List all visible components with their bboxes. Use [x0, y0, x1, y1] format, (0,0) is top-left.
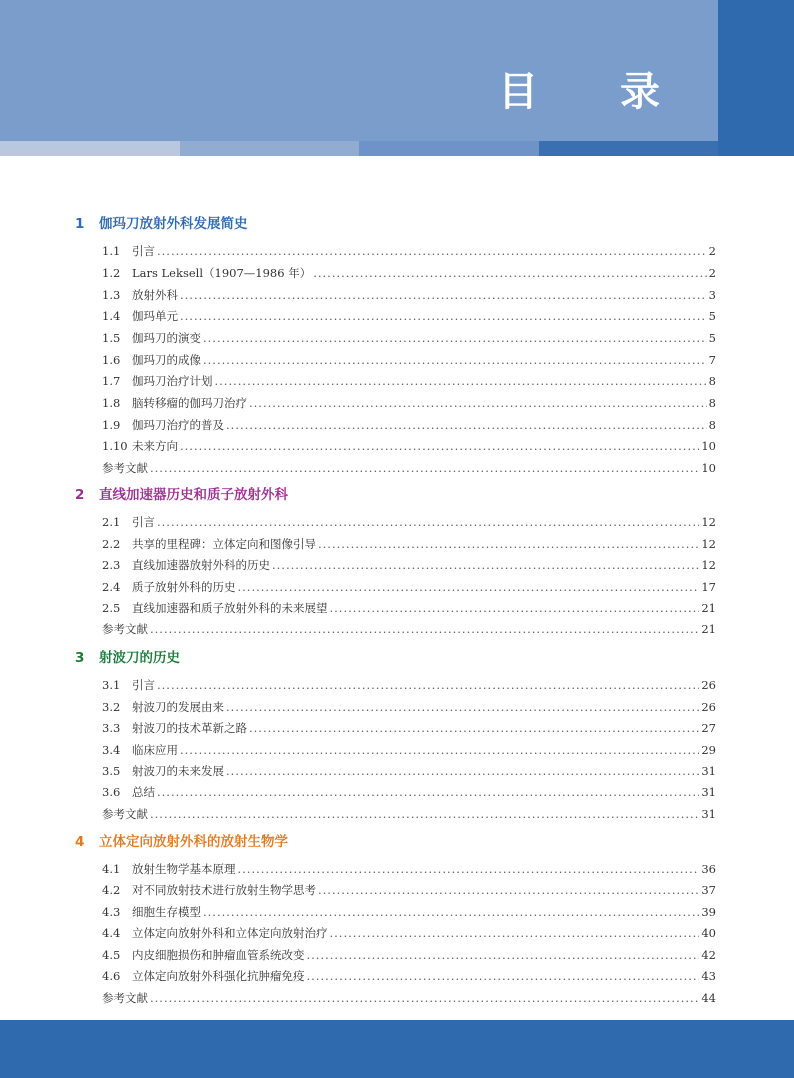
section-number: 1.2 — [102, 266, 121, 280]
section-number: 4.6 — [102, 969, 121, 983]
dot-leader — [272, 556, 699, 574]
section-number: 4.2 — [102, 883, 121, 897]
toc-entry[interactable] — [102, 741, 716, 759]
section-number: 1.9 — [102, 418, 121, 432]
section-number: 1.10 — [102, 439, 128, 453]
section-title: 参考文献 — [102, 807, 148, 821]
section-number: 1.1 — [102, 244, 121, 258]
page-number: 31 — [701, 785, 716, 799]
page-number: 12 — [701, 515, 716, 529]
toc-entry[interactable] — [102, 351, 716, 369]
section-number: 1.7 — [102, 374, 121, 388]
section-title: 内皮细胞损伤和肿瘤血管系统改变 — [132, 948, 305, 962]
dot-leader — [226, 762, 699, 780]
page-number: 8 — [708, 374, 716, 388]
section-number: 4.4 — [102, 926, 121, 940]
page-number: 2 — [708, 266, 716, 280]
dot-leader — [215, 372, 707, 390]
section-number: 3.1 — [102, 678, 121, 692]
section-title: 伽玛刀治疗计划 — [132, 374, 213, 388]
toc-entry-references[interactable] — [102, 620, 716, 638]
section-title: 直线加速器放射外科的历史 — [132, 558, 270, 572]
section-title: 共享的里程碑：立体定向和图像引导 — [132, 537, 316, 551]
chapter-number: 1 — [75, 216, 85, 232]
section-number: 1.8 — [102, 396, 121, 410]
section-title: 总结 — [132, 785, 155, 799]
page-number: 27 — [701, 721, 716, 735]
section-title: 放射生物学基本原理 — [132, 862, 236, 876]
dot-leader — [157, 783, 699, 801]
dot-leader — [330, 599, 700, 617]
section-title: 伽玛刀治疗的普及 — [132, 418, 224, 432]
section-number: 1.6 — [102, 353, 121, 367]
section-number: 3.6 — [102, 785, 121, 799]
section-title: 参考文献 — [102, 622, 148, 636]
section-title: 脑转移瘤的伽玛刀治疗 — [132, 396, 247, 410]
toc-entry[interactable] — [102, 860, 716, 878]
chapter-number: 2 — [75, 487, 85, 503]
section-title: 引言 — [132, 515, 155, 529]
page-number: 36 — [701, 862, 716, 876]
section-title: 射波刀的发展由来 — [132, 700, 224, 714]
section-title: 放射外科 — [132, 288, 178, 302]
toc-entry[interactable] — [102, 599, 716, 617]
dot-leader — [180, 307, 707, 325]
dot-leader — [249, 394, 707, 412]
section-number: 4.3 — [102, 905, 121, 919]
page-number: 42 — [701, 948, 716, 962]
dot-leader — [226, 416, 707, 434]
toc-entry[interactable] — [102, 698, 716, 716]
section-title: 细胞生存模型 — [132, 905, 201, 919]
section-number: 2.5 — [102, 601, 121, 615]
page-number: 10 — [701, 439, 716, 453]
section-title: 参考文献 — [102, 461, 148, 475]
page-number: 44 — [701, 991, 716, 1005]
toc-entry[interactable] — [102, 946, 716, 964]
page-number: 26 — [701, 678, 716, 692]
dot-leader — [150, 459, 699, 477]
page-number: 10 — [701, 461, 716, 475]
page-number: 8 — [708, 396, 716, 410]
toc-entry[interactable] — [102, 578, 716, 596]
section-number: 4.1 — [102, 862, 121, 876]
chapter-number: 3 — [75, 650, 85, 666]
dot-leader — [203, 903, 699, 921]
section-number: 2.3 — [102, 558, 121, 572]
dot-leader — [313, 264, 706, 282]
section-number: 3.3 — [102, 721, 121, 735]
toc-entry[interactable] — [102, 394, 716, 412]
section-number: 2.2 — [102, 537, 121, 551]
chapter-title: 立体定向放射外科的放射生物学 — [99, 834, 288, 850]
section-number: 1.5 — [102, 331, 121, 345]
header-stripe — [180, 141, 359, 156]
page-number: 17 — [701, 580, 716, 594]
dot-leader — [150, 989, 699, 1007]
section-number: 3.2 — [102, 700, 121, 714]
page-number: 21 — [701, 601, 716, 615]
dot-leader — [238, 860, 700, 878]
header-stripe — [0, 141, 180, 156]
page-number: 2 — [708, 244, 716, 258]
chapter-title: 伽玛刀放射外科发展简史 — [99, 216, 248, 232]
dot-leader — [307, 967, 700, 985]
dot-leader — [180, 437, 699, 455]
section-number: 2.1 — [102, 515, 121, 529]
section-number: 1.4 — [102, 309, 121, 323]
dot-leader — [150, 620, 699, 638]
section-title: 引言 — [132, 244, 155, 258]
section-number: 1.3 — [102, 288, 121, 302]
toc-entry[interactable] — [102, 535, 716, 553]
toc-entry[interactable] — [102, 783, 716, 801]
toc-entry[interactable] — [102, 513, 716, 531]
chapter-heading — [75, 214, 248, 234]
page-number: 8 — [708, 418, 716, 432]
header-stripe — [539, 141, 718, 156]
dot-leader — [318, 881, 699, 899]
section-number: 3.5 — [102, 764, 121, 778]
page-number: 39 — [701, 905, 716, 919]
toc-entry-references[interactable] — [102, 805, 716, 823]
chapter-number: 4 — [75, 834, 85, 850]
toc-entry[interactable] — [102, 264, 716, 282]
page-number: 31 — [701, 764, 716, 778]
dot-leader — [157, 676, 699, 694]
dot-leader — [330, 924, 700, 942]
page-number: 5 — [708, 309, 716, 323]
page-number: 5 — [708, 331, 716, 345]
header-accent-block — [718, 0, 794, 156]
footer-band — [0, 1020, 794, 1078]
page-number: 40 — [701, 926, 716, 940]
toc-entry[interactable] — [102, 242, 716, 260]
page-title: 目 录 — [498, 69, 694, 115]
section-title: 伽玛刀的演变 — [132, 331, 201, 345]
header-stripe — [359, 141, 539, 156]
section-title: 引言 — [132, 678, 155, 692]
chapter-title: 射波刀的历史 — [99, 650, 180, 666]
section-title: 未来方向 — [132, 439, 178, 453]
toc-entry-references[interactable] — [102, 459, 716, 477]
dot-leader — [226, 698, 699, 716]
section-number: 2.4 — [102, 580, 121, 594]
chapter-title: 直线加速器历史和质子放射外科 — [99, 487, 288, 503]
chapter-heading — [75, 485, 288, 505]
chapter-heading — [75, 832, 288, 852]
toc-entry[interactable] — [102, 881, 716, 899]
toc-entry[interactable] — [102, 307, 716, 325]
section-title: 伽玛刀的成像 — [132, 353, 201, 367]
section-title: 对不同放射技术进行放射生物学思考 — [132, 883, 316, 897]
page-number: 3 — [708, 288, 716, 302]
toc-entry[interactable] — [102, 762, 716, 780]
section-title: Lars Leksell（1907—1986 年） — [132, 266, 312, 280]
dot-leader — [180, 741, 699, 759]
chapter-heading — [75, 648, 180, 668]
section-title: 射波刀的未来发展 — [132, 764, 224, 778]
dot-leader — [157, 513, 699, 531]
toc-entry[interactable] — [102, 372, 716, 390]
section-title: 质子放射外科的历史 — [132, 580, 236, 594]
page-number: 12 — [701, 537, 716, 551]
page-number: 43 — [701, 969, 716, 983]
section-title: 伽玛单元 — [132, 309, 178, 323]
toc-entry[interactable] — [102, 903, 716, 921]
page-number: 29 — [701, 743, 716, 757]
dot-leader — [157, 242, 707, 260]
page-number: 26 — [701, 700, 716, 714]
dot-leader — [318, 535, 699, 553]
dot-leader — [249, 719, 699, 737]
toc-entry[interactable] — [102, 676, 716, 694]
dot-leader — [150, 805, 699, 823]
toc-entry[interactable] — [102, 416, 716, 434]
page-number: 7 — [708, 353, 716, 367]
section-title: 射波刀的技术革新之路 — [132, 721, 247, 735]
section-title: 参考文献 — [102, 991, 148, 1005]
toc-entry[interactable] — [102, 556, 716, 574]
section-title: 直线加速器和质子放射外科的未来展望 — [132, 601, 328, 615]
dot-leader — [238, 578, 700, 596]
dot-leader — [203, 329, 707, 347]
dot-leader — [180, 286, 707, 304]
page-number: 12 — [701, 558, 716, 572]
section-number: 4.5 — [102, 948, 121, 962]
section-number: 3.4 — [102, 743, 121, 757]
toc-entry[interactable] — [102, 437, 716, 455]
dot-leader — [203, 351, 707, 369]
page-number: 31 — [701, 807, 716, 821]
section-title: 立体定向放射外科强化抗肿瘤免疫 — [132, 969, 305, 983]
toc-entry-references[interactable] — [102, 989, 716, 1007]
page-number: 21 — [701, 622, 716, 636]
toc-entry[interactable] — [102, 329, 716, 347]
toc-entry[interactable] — [102, 924, 716, 942]
page-number: 37 — [701, 883, 716, 897]
dot-leader — [307, 946, 700, 964]
toc-entry[interactable] — [102, 967, 716, 985]
toc-entry[interactable] — [102, 286, 716, 304]
section-title: 立体定向放射外科和立体定向放射治疗 — [132, 926, 328, 940]
toc-entry[interactable] — [102, 719, 716, 737]
section-title: 临床应用 — [132, 743, 178, 757]
